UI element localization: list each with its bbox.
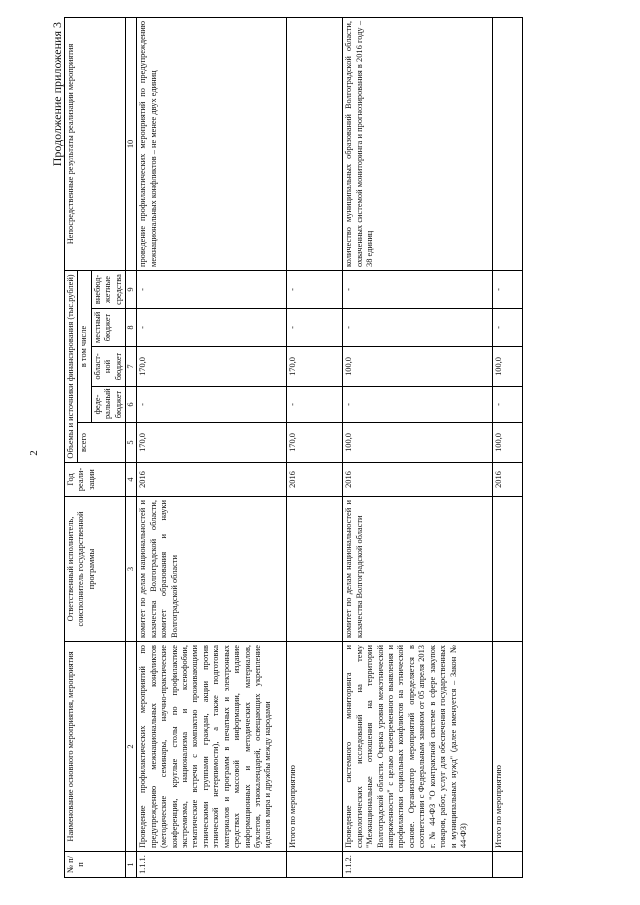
event-regional: 170,0 [287, 347, 343, 387]
header-local: местный бюджет [91, 309, 125, 347]
header-extrabudget: внебюд- жетные средства [91, 270, 125, 308]
col-number: 3 [126, 497, 137, 642]
header-funding: Объемы и источники финансирования (тыс.рублей) [65, 270, 78, 462]
event-federal: - [287, 387, 343, 423]
table-row [287, 17, 343, 877]
event-result: проведение профилактических мероприятий по предупреждению межнациональных конфликтов – не менее двух единиц [137, 17, 287, 270]
event-result [287, 17, 343, 270]
col-number: 10 [126, 17, 137, 270]
event-regional: 100,0 [493, 347, 523, 387]
row-number [287, 852, 343, 878]
table-row [137, 17, 287, 877]
event-extrabudget: - [287, 270, 343, 308]
rotated-page [50, 18, 640, 878]
event-local: - [343, 309, 493, 347]
event-federal: - [137, 387, 287, 423]
col-number: 5 [126, 423, 137, 463]
header-year: Год реали- зации [65, 463, 126, 497]
col-number: 7 [126, 347, 137, 387]
header-results: Непосредственные результаты реализации мероприятия [65, 17, 126, 270]
events-table [64, 17, 523, 878]
page-number: 2 [27, 450, 40, 456]
event-local: - [493, 309, 523, 347]
header-no: № п/п [65, 852, 126, 878]
col-number: 8 [126, 309, 137, 347]
continuation-heading: Продолжение приложения 3 [50, 22, 64, 167]
table-row [493, 17, 523, 877]
event-total: 170,0 [137, 423, 287, 463]
event-name: Итого по мероприятию [287, 642, 343, 852]
header-federal: феде- ральный бюджет [91, 387, 125, 423]
col-number: 6 [126, 387, 137, 423]
event-total: 100,0 [493, 423, 523, 463]
event-regional: 170,0 [137, 347, 287, 387]
header-executor: Ответственный исполнитель, соисполнитель государственной программы [65, 497, 126, 642]
row-number: 1.1.1. [137, 852, 287, 878]
col-number: 1 [126, 852, 137, 878]
event-extrabudget: - [343, 270, 493, 308]
event-local: - [287, 309, 343, 347]
col-number: 2 [126, 642, 137, 852]
event-result: количество муниципальных образований Волгоградской области, охваченных системой мониторинга и прогнозирования в 2016 году – 38 единиц [343, 17, 493, 270]
header-name: Наименование основного мероприятия, мероприятия [65, 642, 126, 852]
event-executor [287, 497, 343, 642]
header-including: в том числе [78, 270, 91, 422]
event-name: Проведение профилактических мероприятий по предупреждению межнациональных конфликтов (методические семинары, научно-практические конференции, круглые столы по профилактике экстремизма, национализма и ксенофобии, тематические встречи с компактно проживающими этническими группами граждан, акции против этнической нетерпимости), а также подготовка материалов и программ в печатных и электронных средствах массовой информации, издание информационных и методических материалов, буклетов, этнокалендарей, освещающих укрепление идеалов мира и дружбы между народами [137, 642, 287, 852]
event-extrabudget: - [493, 270, 523, 308]
col-number: 4 [126, 463, 137, 497]
row-number [493, 852, 523, 878]
event-year: 2016 [287, 463, 343, 497]
event-result [493, 17, 523, 270]
event-local: - [137, 309, 287, 347]
event-total: 170,0 [287, 423, 343, 463]
header-total: всего [78, 423, 126, 463]
event-year: 2016 [493, 463, 523, 497]
event-name: Итого по мероприятию [493, 642, 523, 852]
header-regional: област- ной бюджет [91, 347, 125, 387]
event-executor: комитет по делам национальностей и казачества Волгоградской области [343, 497, 493, 642]
event-year: 2016 [137, 463, 287, 497]
col-number: 9 [126, 270, 137, 308]
event-executor [493, 497, 523, 642]
event-extrabudget: - [137, 270, 287, 308]
event-federal: - [343, 387, 493, 423]
event-name: Проведение системного мониторинга и социологических исследований на тему "Межнациональные отношения на территории Волгоградской области. Оценка уровня межэтнической напряженности" с целью своевременного выявления и профилактики социальных конфликтов на этнической основе. Организатор мероприятий определяется в соответствии с Федеральным законом от 05 апреля 2013 г. № 44-ФЗ "О контрактной системе в сфере закупок товаров, работ, услуг для обеспечения государственных и муниципальных нужд" (далее именуется – Закон № 44-ФЗ) [343, 642, 493, 852]
event-executor: комитет по делам национальностей и казачества Волгоградской области, комитет образования и науки Волгоградской области [137, 497, 287, 642]
event-regional: 100,0 [343, 347, 493, 387]
event-year: 2016 [343, 463, 493, 497]
row-number: 1.1.2. [343, 852, 493, 878]
table-row [343, 17, 493, 877]
event-federal: - [493, 387, 523, 423]
event-total: 100,0 [343, 423, 493, 463]
